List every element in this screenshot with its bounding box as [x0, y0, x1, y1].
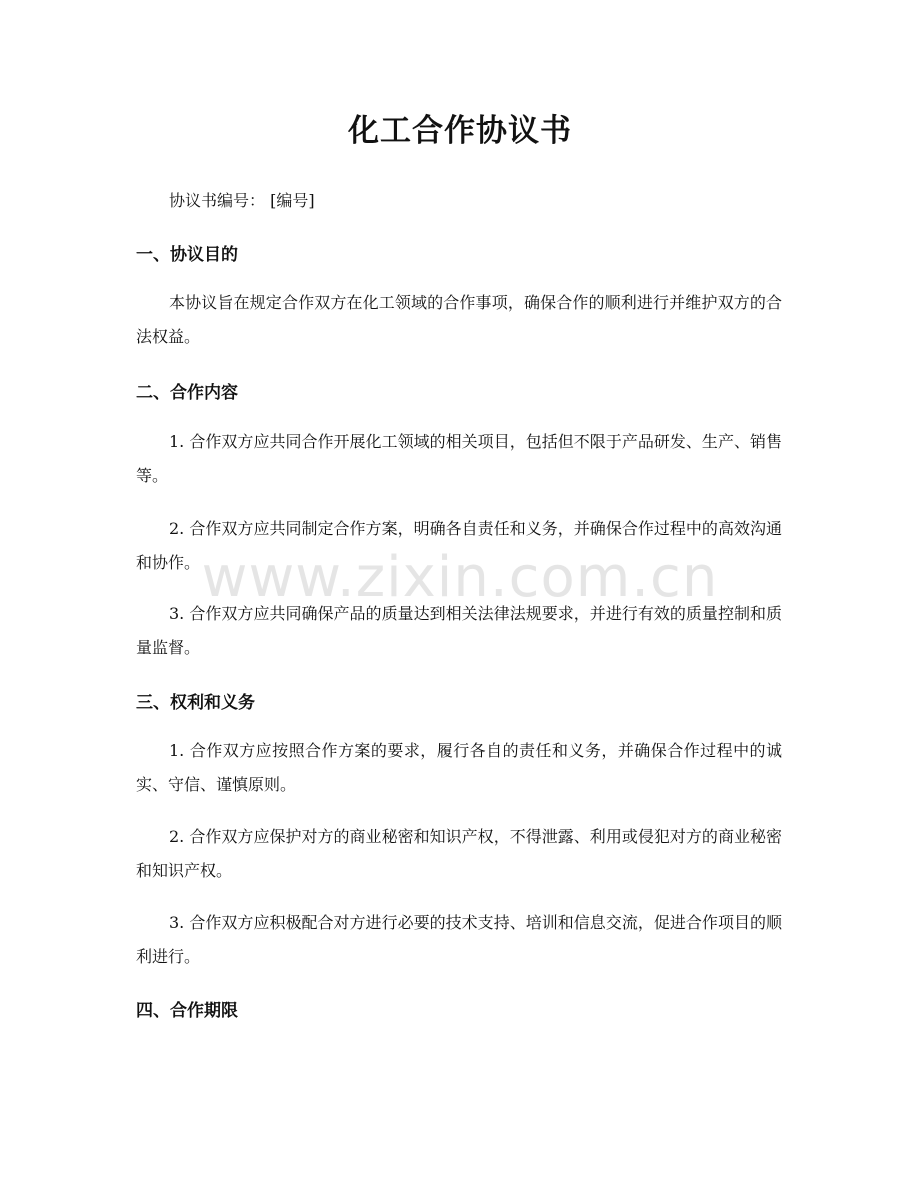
section-heading-purpose: 一、协议目的 [136, 245, 238, 265]
paragraph-rights-2: 2. 合作双方应保护对方的商业秘密和知识产权，不得泄露、利用或侵犯对方的商业秘密和知识产权。 [136, 827, 782, 880]
watermark: www.zixin.com.cn [201, 545, 719, 610]
paragraph-rights-3: 3. 合作双方应积极配合对方进行必要的技术支持、培训和信息交流，促进合作项目的顺利进行。 [136, 913, 782, 966]
agreement-number: 协议书编号： [编号] [169, 191, 315, 210]
section-heading-rights: 三、权利和义务 [136, 693, 255, 713]
section-heading-content: 二、合作内容 [136, 383, 238, 403]
paragraph-content-1: 1. 合作双方应共同合作开展化工领域的相关项目，包括但不限于产品研发、生产、销售等。 [136, 432, 782, 485]
paragraph-content-2: 2. 合作双方应共同制定合作方案，明确各自责任和义务，并确保合作过程中的高效沟通和协作。 [136, 519, 782, 572]
section-heading-term: 四、合作期限 [136, 1001, 238, 1021]
paragraph-rights-1: 1. 合作双方应按照合作方案的要求，履行各自的责任和义务，并确保合作过程中的诚实、守信、谨慎原则。 [136, 741, 782, 794]
paragraph-purpose-1: 本协议旨在规定合作双方在化工领域的合作事项，确保合作的顺利进行并维护双方的合法权益。 [136, 293, 782, 346]
paragraph-content-3: 3. 合作双方应共同确保产品的质量达到相关法律法规要求，并进行有效的质量控制和质量监督。 [136, 604, 782, 657]
document-title: 化工合作协议书 [348, 113, 572, 149]
